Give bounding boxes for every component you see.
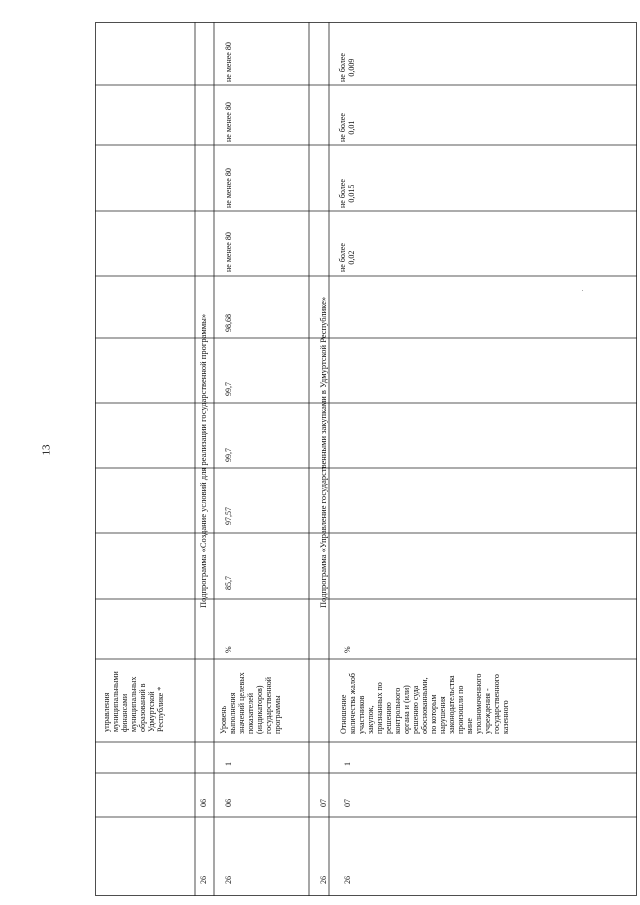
row5-value-3: 99,7 — [224, 448, 233, 462]
row6-pp-code: 07 — [343, 799, 352, 807]
band6-pp-code: 07 — [319, 799, 328, 807]
row5-value-6: не менее 80 — [224, 232, 233, 272]
row6-unit: % — [343, 646, 352, 653]
row5-value-2: 97,57 — [224, 507, 233, 525]
scan-speck — [582, 290, 583, 291]
row5-value-1: 85,7 — [224, 576, 233, 590]
rotated-indicators-table — [95, 22, 637, 896]
band5-pp-code: 06 — [199, 799, 208, 807]
row5-pp-code: 06 — [224, 799, 233, 807]
row-top-name: управления муниципальными финансами муниципальных образований в Удмуртской Республике * — [102, 671, 165, 732]
row5-value-7: не менее 80 — [224, 168, 233, 208]
row6-value-6: не более 0,02 — [338, 243, 356, 272]
band5-gp-code: 26 — [199, 876, 208, 884]
subprogram-5-title: Подпрограмма «Создание условий для реализации государственной программы» — [198, 313, 208, 608]
row6-value-9: не более 0,009 — [338, 53, 356, 82]
row5-unit: % — [224, 646, 233, 653]
row5-value-5: 98,68 — [224, 314, 233, 332]
subprogram-6-title: Подпрограмма «Управление государственными закупками в Удмуртской Республике» — [318, 296, 328, 608]
row6-number: 1 — [343, 762, 352, 766]
table-grid-lines — [95, 22, 637, 896]
row5-indicator-name: Уровень выполнения значений целевых показателей (индикаторов) государственной программы — [219, 672, 282, 734]
row5-value-4: 99,7 — [224, 382, 233, 396]
row6-value-7: не более 0,015 — [338, 179, 356, 208]
band6-gp-code: 26 — [319, 876, 328, 884]
row6-gp-code: 26 — [343, 876, 352, 884]
row5-gp-code: 26 — [224, 876, 233, 884]
row5-value-9: не менее 80 — [224, 42, 233, 82]
row5-value-8: не менее 80 — [224, 102, 233, 142]
row6-indicator-name: Отношение количества жалоб участников закупок, признанных по решению контрольного органа и (или) решению суда обоснованными, по которым нарушения законодательства произошли по вине уполномоченного учреждения - государственного казенного — [339, 673, 510, 734]
page-number: 13 — [40, 444, 53, 456]
row5-number: 1 — [224, 762, 233, 766]
row6-value-8: не более 0,01 — [338, 113, 356, 142]
